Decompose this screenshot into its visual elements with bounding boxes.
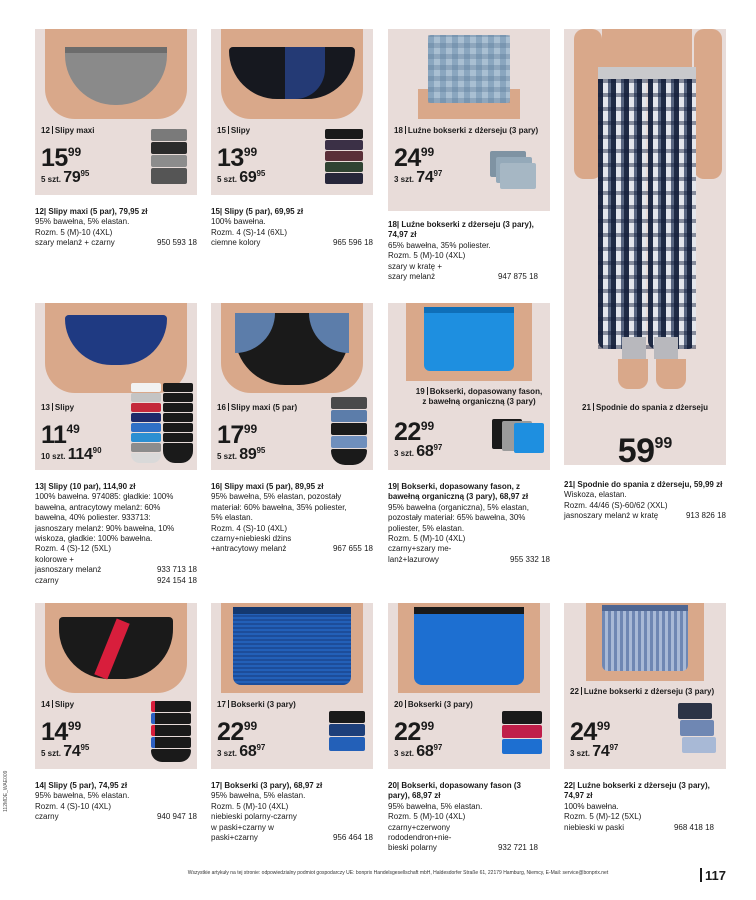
product-title: 15 Slipy [217,126,251,135]
product-card-20[interactable] [388,603,550,769]
product-description-17: 17| Bokserki (3 pary), 68,97 zł 95% bawełna, 5% elastan. Rozm. 5 (M)-10 (4XL) niebieski polarny-czarny w paski+czarny w paski+czarny 956 464 18 [211,781,373,843]
product-description-12: 12| Slipy maxi (5 par), 79,95 zł 95% bawełna, 5% elastan. Rozm. 5 (M)-10 (4XL) szary melanż + czarny 950 593 18 [35,207,197,248]
multipack-price: 3 szt. $74^{97}$ [394,169,443,186]
product-photo [35,29,197,119]
order-code[interactable]: 956 464 18 [332,833,373,843]
product-title: 22 Luźne bokserki z dżerseju (3 pary) [570,687,715,696]
product-title: 20 Bokserki (3 pary) [394,700,473,709]
product-photo [564,603,726,681]
unit-price: $17^{99}$ [217,421,258,449]
product-description-21: 21| Spodnie do spania z dżerseju, 59,99 zł Wiskoza, elastan. Rozm. 44/46 (S)-60/62 (XXL) jasnoszary melanż w kratę 913 826 18 [564,480,726,521]
product-description-19: 19| Bokserki, dopasowany fason, z bawełną organiczną (3 pary), 68,97 zł 95% bawełna (organiczna), 5% elastan, pozostały materiał: 65% bawełna, 30% poliester, 5% elastan. Rozm. 5 (M)-10 (4XL) czarny+szary me- lanż+lazurowy 955 332 18 [388,482,550,564]
multipack-price: 3 szt. $74^{97}$ [570,743,619,760]
product-card-15[interactable] [211,29,373,195]
product-photo [388,603,550,693]
multipack-price: 3 szt. $68^{97}$ [394,443,443,460]
product-photo [211,603,373,693]
pack-thumbnail [131,383,193,465]
product-description-20: 20| Bokserki, dopasowany fason (3 pary), 68,97 zł 95% bawełna, 5% elastan. Rozm. 5 (M)-10 (4XL) czarny+czerwony rododendron+nie- bieski polarny 932 721 18 [388,781,538,853]
pack-thumbnail [151,129,187,185]
product-card-18[interactable] [388,29,550,211]
order-code[interactable]: 955 332 18 [509,554,550,564]
multipack-price: 3 szt. $68^{97}$ [394,743,443,760]
unit-price: $13^{99}$ [217,144,258,172]
pack-thumbnail [492,419,546,453]
product-card-22[interactable] [564,603,726,769]
unit-price: $22^{99}$ [394,418,435,446]
order-code[interactable]: 965 596 18 [332,238,373,248]
product-title: 14 Slipy [41,700,75,709]
product-photo [211,29,373,119]
product-description-22: 22| Luźne bokserki z dżerseju (3 pary), 74,97 zł 100% bawełna. Rozm. 5 (M)-12 (5XL) niebieski w paski 968 418 18 [564,781,714,832]
product-description-15: 15| Slipy (5 par), 69,95 zł 100% bawełna. Rozm. 4 (S)-14 (6XL) ciemne kolory 965 596 18 [211,207,373,248]
product-description-14: 14| Slipy (5 par), 74,95 zł 95% bawełna, 5% elastan. Rozm. 4 (S)-10 (4XL) czarny 940 947 18 [35,781,197,822]
order-code[interactable]: 940 947 18 [156,812,197,822]
unit-price: $22^{99}$ [394,718,435,746]
product-description-13: 13| Slipy (10 par), 114,90 zł 100% bawełna. 974085: gładkie: 100% bawełna, antracytowy melanż: 60% bawełna, 40% poliester. 933713: jasnoszary melanż: 90% bawełna, 10% wiskoza, gładkie: 100% bawełna. Rozm. 4 (S)-12 (5XL) kolorowe + jasnoszary melanż 933 713 18 czarny 924 154 18 [35,482,197,585]
product-description-16: 16| Slipy maxi (5 par), 89,95 zł 95% bawełna, 5% elastan, pozostały materiał: 60% bawełna, 35% poliester, 5% elastan. Rozm. 4 (S)-10 (4XL) czarny+niebieski dżins +antracytowy melanż 967 655 18 [211,482,373,554]
product-card-16[interactable] [211,303,373,470]
product-card-13[interactable] [35,303,197,470]
order-code[interactable]: 967 655 18 [332,544,373,554]
pack-thumbnail [325,129,363,185]
pack-thumbnail [151,701,191,763]
product-description-18: 18| Luźne bokserki z dżerseju (3 pary), 74,97 zł 65% bawełna, 35% poliester. Rozm. 5 (M)-10 (4XL) szary w kratę + szary melanż 947 875 18 [388,220,538,282]
unit-price: $15^{99}$ [41,144,82,172]
product-photo [388,303,550,381]
pack-thumbnail [678,703,718,753]
pack-thumbnail [329,711,365,751]
product-photo [211,303,373,393]
product-title: 18 Luźne bokserki z dżerseju (3 pary) [394,126,539,135]
product-photo [35,603,197,693]
page-number: 117 [705,868,726,883]
product-title: 16 Slipy maxi (5 par) [217,403,298,412]
order-code[interactable]: 968 418 18 [673,822,714,832]
unit-price: $22^{99}$ [217,718,258,746]
product-title: 17 Bokserki (3 pary) [217,700,296,709]
product-title: 21 Spodnie do spania z dżerseju [582,403,708,412]
pack-thumbnail [331,397,367,467]
legal-footer: Wszystkie artykuły na tej stronie: odpowiedzialny podmiot gospodarczy UE: bonprix Handelsgesellschaft mbH, Haldesdorfer Straße 61, 22179 Hamburg, Niemcy, E-Mail: service@bonprix.net [187,870,609,876]
order-code[interactable]: 913 826 18 [685,511,726,521]
product-photo [388,29,550,119]
product-card-14[interactable] [35,603,197,769]
order-code[interactable]: 924 154 18 [156,575,197,585]
product-photo [564,29,726,424]
unit-price: $24^{99}$ [570,718,611,746]
multipack-price: 10 szt. $114^{90}$ [41,446,102,463]
unit-price: $59^{99}$ [617,432,673,465]
multipack-price: 5 szt. $89^{95}$ [217,446,266,463]
product-title: 19 Bokserki, dopasowany fason, z bawełną organiczną (3 pary) [415,387,543,406]
unit-price: $11^{49}$ [41,421,80,449]
product-card-21[interactable] [564,29,726,465]
product-card-12[interactable] [35,29,197,195]
order-code[interactable]: 933 713 18 [156,565,197,575]
product-card-19[interactable] [388,303,550,470]
multipack-price: 5 szt. $79^{95}$ [41,169,90,186]
unit-price: $24^{99}$ [394,144,435,172]
product-title: 13 Slipy [41,403,75,412]
order-code[interactable]: 947 875 18 [497,272,538,282]
order-code[interactable]: 950 593 18 [156,238,197,248]
multipack-price: 5 szt. $69^{95}$ [217,169,266,186]
pack-thumbnail [490,151,536,191]
product-card-17[interactable] [211,603,373,769]
order-code[interactable]: 932 721 18 [497,843,538,853]
multipack-price: 3 szt. $68^{97}$ [217,743,266,760]
unit-price: $14^{99}$ [41,718,82,746]
product-title: 12 Slipy maxi [41,126,95,135]
pack-thumbnail [502,711,542,755]
product-photo [35,303,197,393]
multipack-price: 5 szt. $74^{95}$ [41,743,90,760]
catalog-code: 112MDE_WAE009 [3,770,9,812]
